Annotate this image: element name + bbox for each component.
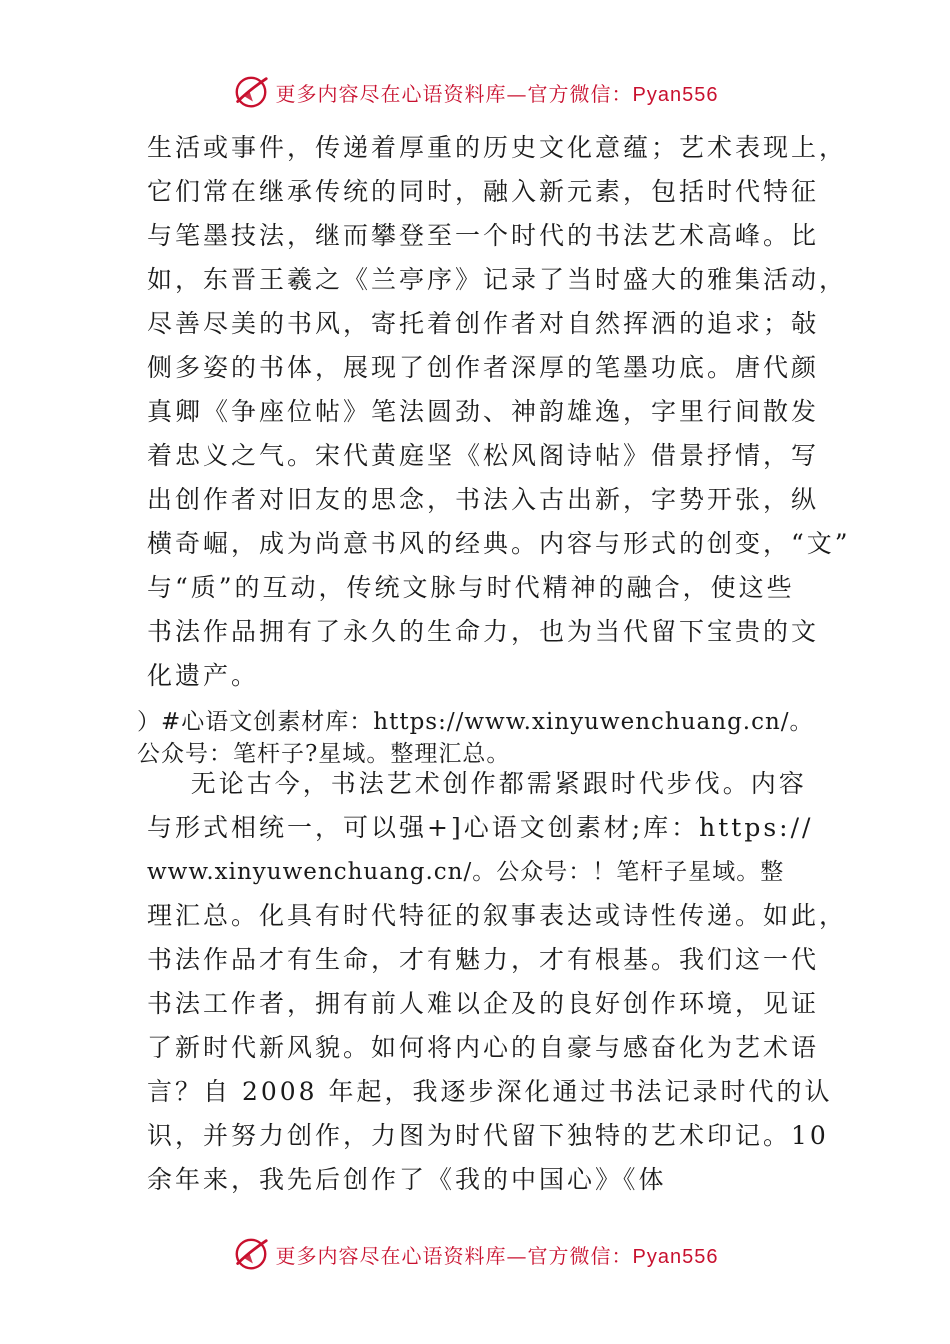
text-line: 横奇崛，成为尚意书风的经典。内容与形式的创变，“文” [147, 529, 851, 558]
text-line: 无论古今，书法艺术创作都需紧跟时代步伐。内容 [147, 769, 807, 798]
text-line: 与形式相统一，可以强+]心语文创素材;库：https:// [147, 813, 814, 842]
watermark-text: 更多内容尽在心语资料库—官方微信：Pyan556 [275, 1243, 719, 1268]
watermark-wechat-id: Pyan556 [632, 1245, 719, 1268]
text-line: 书法作品拥有了永久的生命力，也为当代留下宝贵的文 [147, 617, 820, 646]
header-watermark [0, 70, 950, 114]
watermark-text: 更多内容尽在心语资料库—官方微信：Pyan556 [275, 81, 719, 106]
text-line: 生活或事件，传递着厚重的历史文化意蕴；艺术表现上， [147, 133, 848, 162]
text-line: 识，并努力创作，力图为时代留下独特的艺术印记。10 [147, 1121, 829, 1150]
text-line: 言？自 2008 年起，我逐步深化通过书法记录时代的认 [147, 1077, 833, 1106]
text-line: 与笔墨技法，继而攀登至一个时代的书法艺术高峰。比 [147, 221, 820, 250]
text-line: www.xinyuwenchuang.cn/。公众号：！笔杆子星域。整 [147, 859, 785, 885]
watermark-wechat-id: Pyan556 [632, 83, 719, 106]
text-line: 与“质”的互动，传统文脉与时代精神的融合，使这些 [147, 573, 795, 602]
text-line: 着忠义之气。宋代黄庭坚《松风阁诗帖》借景抒情，写 [147, 441, 820, 470]
text-line: 真卿《争座位帖》笔法圆劲、神韵雄逸，字里行间散发 [147, 397, 820, 426]
text-line: 书法作品才有生命，才有魅力，才有根基。我们这一代 [147, 945, 820, 974]
text-line: 如，东晋王羲之《兰亭序》记录了当时盛大的雅集活动， [147, 265, 848, 294]
text-line: 它们常在继承传统的同时，融入新元素，包括时代特征 [147, 177, 820, 206]
text-line: 了新时代新风貌。如何将内心的自豪与感奋化为艺术语 [147, 1033, 820, 1062]
footer-watermark [0, 1232, 950, 1276]
text-line: 余年来，我先后创作了《我的中国心》《体 [147, 1165, 667, 1194]
text-line: 尽善尽美的书风，寄托着创作者对自然挥洒的追求；敧 [147, 309, 820, 338]
text-line: 书法工作者，拥有前人难以企及的良好创作环境，见证 [147, 989, 820, 1018]
brush-logo-icon [232, 1235, 270, 1273]
text-line: 理汇总。化具有时代特征的叙事表达或诗性传递。如此， [147, 901, 848, 930]
inserted-watermark-line: ）#心语文创素材库：https://www.xinyuwenchuang.cn/。 [137, 709, 814, 735]
text-line: 化遗产。 [147, 661, 260, 690]
text-line: 侧多姿的书体，展现了创作者深厚的笔墨功底。唐代颜 [147, 353, 820, 382]
inserted-watermark-line: 公众号：笔杆子?星域。整理汇总。 [137, 741, 511, 767]
text-line: 出创作者对旧友的思念，书法入古出新，字势开张，纵 [147, 485, 820, 514]
brush-logo-icon [232, 73, 270, 111]
